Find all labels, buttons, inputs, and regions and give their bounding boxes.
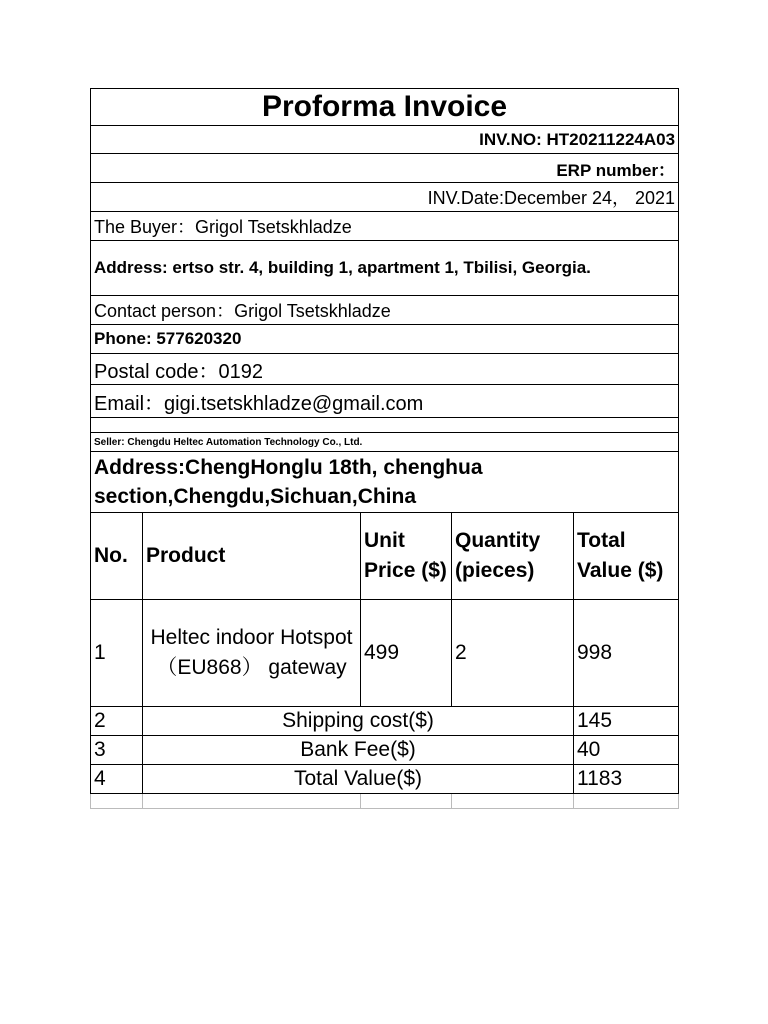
header-unit-price: Unit Price ($): [361, 513, 452, 600]
blank-row: [91, 418, 679, 433]
invoice-number: INV.NO: HT20211224A03: [91, 126, 679, 154]
header-total-value: Total Value ($): [574, 513, 679, 600]
invoice-date: INV.Date:December 24， 2021: [91, 183, 679, 212]
column-header-row: [91, 513, 679, 600]
empty-cell: [143, 794, 361, 809]
summary-value-shipping: 145: [574, 707, 679, 736]
buyer-name: The Buyer：Grigol Tsetskhladze: [91, 212, 679, 241]
summary-no: 2: [91, 707, 143, 736]
seller-name: Seller: Chengdu Heltec Automation Technology Co., Ltd.: [91, 433, 679, 452]
summary-value-bank-fee: 40: [574, 736, 679, 765]
invoice-title: Proforma Invoice: [91, 89, 679, 126]
seller-address: Address:ChengHonglu 18th, chenghua section,Chengdu,Sichuan,China: [91, 452, 679, 513]
empty-cell: [574, 794, 679, 809]
header-no: No.: [91, 513, 143, 600]
item-product: Heltec indoor Hotspot （EU868） gateway: [143, 600, 361, 707]
item-quantity: 2: [452, 600, 574, 707]
buyer-address: Address: ertso str. 4, building 1, apartment 1, Tbilisi, Georgia.: [91, 241, 679, 296]
summary-no: 3: [91, 736, 143, 765]
empty-cell: [91, 794, 143, 809]
item-total: 998: [574, 600, 679, 707]
invoice-table: [90, 88, 679, 809]
empty-cell: [361, 794, 452, 809]
table-row: [91, 707, 679, 736]
summary-value-total: 1183: [574, 765, 679, 794]
summary-label-shipping: Shipping cost($): [143, 707, 574, 736]
invoice-sheet: [90, 88, 678, 809]
summary-no: 4: [91, 765, 143, 794]
table-row: [91, 600, 679, 707]
item-unit-price: 499: [361, 600, 452, 707]
summary-label-total: Total Value($): [143, 765, 574, 794]
header-quantity: Quantity (pieces): [452, 513, 574, 600]
table-row: [91, 765, 679, 794]
buyer-phone: Phone: 577620320: [91, 325, 679, 354]
buyer-postal-code: Postal code：0192: [91, 354, 679, 385]
buyer-contact: Contact person：Grigol Tsetskhladze: [91, 296, 679, 325]
erp-number: ERP number：: [91, 154, 679, 183]
summary-label-bank-fee: Bank Fee($): [143, 736, 574, 765]
table-row: [91, 736, 679, 765]
empty-row: [91, 794, 679, 809]
item-no: 1: [91, 600, 143, 707]
header-product: Product: [143, 513, 361, 600]
buyer-email: Email：gigi.tsetskhladze@gmail.com: [91, 385, 679, 418]
empty-cell: [452, 794, 574, 809]
